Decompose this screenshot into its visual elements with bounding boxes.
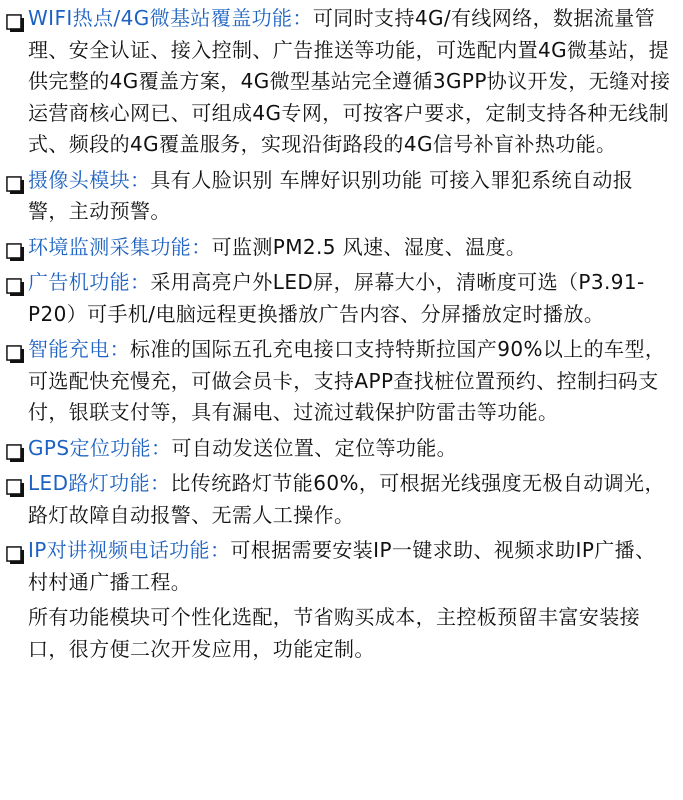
feature-list	[6, 3, 671, 598]
feature-item	[6, 267, 671, 330]
checkbox-square-icon	[6, 475, 24, 493]
feature-item	[6, 3, 671, 161]
feature-label: 广告机功能：	[28, 270, 151, 294]
feature-description: 可自动发送位置、定位等功能。	[171, 435, 458, 460]
feature-label: WIFI热点/4G微基站覆盖功能：	[28, 6, 313, 30]
feature-item	[6, 165, 671, 228]
checkbox-square-icon	[6, 542, 24, 560]
feature-description: 比传统路灯节能60%，可根据光线强度无极自动调光，路灯故障自动报警、无需人工操作。	[28, 471, 665, 527]
feature-description: 具有人脸识别 车牌好识别功能 可接入罪犯系统自动报警，主动预警。	[28, 167, 634, 223]
checkbox-square-icon	[6, 440, 24, 458]
feature-description: 标准的国际五孔充电接口支持特斯拉国产90%以上的车型，可选配快充慢充，可做会员卡，支持APP查找桩位置预约、控制扫码支付，银联支付等，具有漏电、过流过载保护防雷击等功能。	[28, 337, 666, 424]
feature-item	[6, 535, 671, 598]
checkbox-square-icon	[6, 239, 24, 257]
feature-item	[6, 433, 671, 465]
feature-label: LED路灯功能：	[28, 471, 171, 495]
feature-description: 可监测PM2.5 风速、湿度、温度。	[211, 234, 527, 259]
checkbox-square-icon	[6, 172, 24, 190]
feature-label: GPS定位功能：	[28, 435, 172, 460]
checkbox-square-icon	[6, 274, 24, 292]
checkbox-square-icon	[6, 341, 24, 359]
feature-description: 可根据需要安装IP一键求助、视频求助IP广播、村村通广播工程。	[28, 538, 656, 594]
feature-item	[6, 232, 671, 264]
feature-label: 环境监测采集功能：	[28, 234, 212, 259]
feature-item	[6, 334, 671, 429]
feature-item	[6, 468, 671, 531]
closing-paragraph: 所有功能模块可个性化选配，节省购买成本，主控板预留丰富安装接口，很方便二次开发应用，功能定制。	[28, 605, 640, 661]
checkbox-square-icon	[6, 10, 24, 28]
feature-label: 摄像头模块：	[28, 167, 151, 192]
feature-description: 采用高亮户外LED屏，屏幕大小，清晰度可选（P3.91-P20）可手机/电脑远程更换播放广告内容、分屏播放定时播放。	[28, 270, 645, 326]
feature-label: IP对讲视频电话功能：	[28, 538, 231, 562]
feature-description: 可同时支持4G/有线网络，数据流量管理、安全认证、接入控制、广告推送等功能，可选配内置4G微基站，提供完整的4G覆盖方案，4G微型基站完全遵循3GPP协议开发，无缝对接运营商核心网已、可组成4G专网，可按客户要求，定制支持各种无线制式、频段的4G覆盖服务，实现沿街路段的4G信号补盲补热功能。	[28, 6, 671, 156]
feature-label: 智能充电：	[28, 337, 130, 361]
